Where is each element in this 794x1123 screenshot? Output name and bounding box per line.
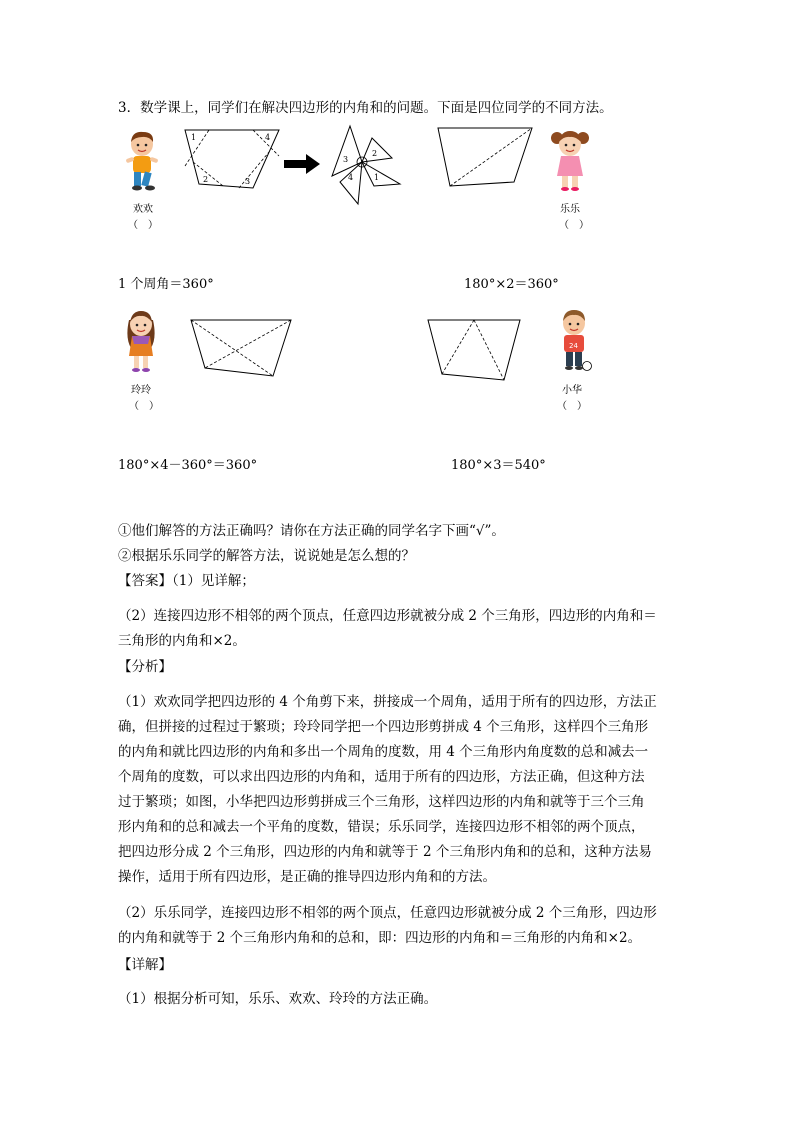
student-name-lele: 乐乐 xyxy=(560,204,580,215)
analysis-line: 个周角的度数，可以求出四边形的内角和，适用于所有的四边形，方法正确，但这种方法 xyxy=(118,769,645,785)
angle-label: 4 xyxy=(265,133,271,142)
answer-bracket-lele[interactable]: （ ） xyxy=(559,220,589,231)
lele-illustration xyxy=(551,128,589,192)
question-title: 3．数学课上，同学们在解决四边形的内角和的问题。下面是四位同学的不同方法。 xyxy=(118,100,613,116)
assembled-angles-diagram xyxy=(328,124,408,206)
piece-label: 2 xyxy=(372,149,378,158)
lele-quadrilateral xyxy=(436,126,534,188)
formula-lingling: 180°×4－360°＝360° xyxy=(118,458,258,473)
analysis-line: 形内角和的总和减去一个平角的度数，错误；乐乐同学，连接四边形不相邻的两个顶点， xyxy=(118,819,645,835)
answer-bracket-huanhuan[interactable]: （ ） xyxy=(128,220,158,231)
piece-label: 1 xyxy=(374,173,380,182)
lingling-illustration xyxy=(123,308,159,374)
answer-bracket-xiaohua[interactable]: （ ） xyxy=(557,401,587,412)
analysis-line: 确，但拼接的过程过于繁琐；玲玲同学把一个四边形剪拼成 4 个三角形，这样四个三角形 xyxy=(118,719,649,735)
answer-bracket-lingling[interactable]: （ ） xyxy=(129,401,159,412)
answer-line-2: （2）连接四边形不相邻的两个顶点，任意四边形就被分成 2 个三角形，四边形的内角和＝ xyxy=(118,608,657,624)
student-name-lingling: 玲玲 xyxy=(131,385,151,396)
analysis-line: 把四边形分成 2 个三角形，四边形的内角和就等于 2 个三角形内角和的总和，这种方法易 xyxy=(118,844,652,860)
analysis-line: （1）欢欢同学把四边形的 4 个角剪下来，拼接成一个周角，适用于所有的四边形，方法正 xyxy=(118,694,657,710)
analysis-line: 操作，适用于所有四边形，是正确的推导四边形内角和的方法。 xyxy=(118,869,496,885)
analysis-line: 的内角和就等于 2 个三角形内角和的总和，即：四边形的内角和＝三角形的内角和×2。 xyxy=(118,930,642,946)
answer-line-3: 三角形的内角和×2。 xyxy=(118,633,246,649)
huanhuan-illustration xyxy=(122,130,162,192)
angle-label: 1 xyxy=(191,133,197,142)
xiaohua-quadrilateral xyxy=(426,318,522,384)
formula-lele: 180°×2＝360° xyxy=(464,277,559,292)
answer-line-1: 【答案】（1）见详解； xyxy=(118,573,255,589)
answer-label: 【答案】 xyxy=(118,573,172,589)
student-name-huanhuan: 欢欢 xyxy=(133,204,153,215)
angle-label: 2 xyxy=(203,175,209,184)
lingling-quadrilateral xyxy=(189,318,293,380)
formula-huanhuan: 1 个周角＝360° xyxy=(118,277,214,292)
xiaohua-illustration xyxy=(558,308,592,374)
huanhuan-quadrilateral xyxy=(183,126,283,192)
student-name-xiaohua: 小华 xyxy=(562,385,582,396)
piece-label: 3 xyxy=(343,155,349,164)
sub-question-1: ①他们解答的方法正确吗？请你在方法正确的同学名字下画“√”。 xyxy=(118,523,505,539)
analysis-line: 过于繁琐；如图，小华把四边形剪拼成三个三角形，这样四边形的内角和就等于三个三角 xyxy=(118,794,645,810)
arrow-right-icon xyxy=(284,154,320,174)
sub-question-2: ②根据乐乐同学的解答方法，说说她是怎么想的？ xyxy=(118,548,415,564)
detail-label: 【详解】 xyxy=(118,957,172,973)
analysis-label: 【分析】 xyxy=(118,659,172,675)
shirt-number: 24 xyxy=(569,342,578,350)
formula-xiaohua: 180°×3＝540° xyxy=(451,458,546,473)
detail-line-1: （1）根据分析可知，乐乐、欢欢、玲玲的方法正确。 xyxy=(118,991,438,1007)
angle-label: 3 xyxy=(245,177,251,186)
analysis-line: 的内角和就比四边形的内角和多出一个周角的度数，用 4 个三角形内角度数的总和减去一 xyxy=(118,744,649,760)
piece-label: 4 xyxy=(348,173,354,182)
analysis-line: （2）乐乐同学，连接四边形不相邻的两个顶点，任意四边形就被分成 2 个三角形，四边形 xyxy=(118,905,657,921)
